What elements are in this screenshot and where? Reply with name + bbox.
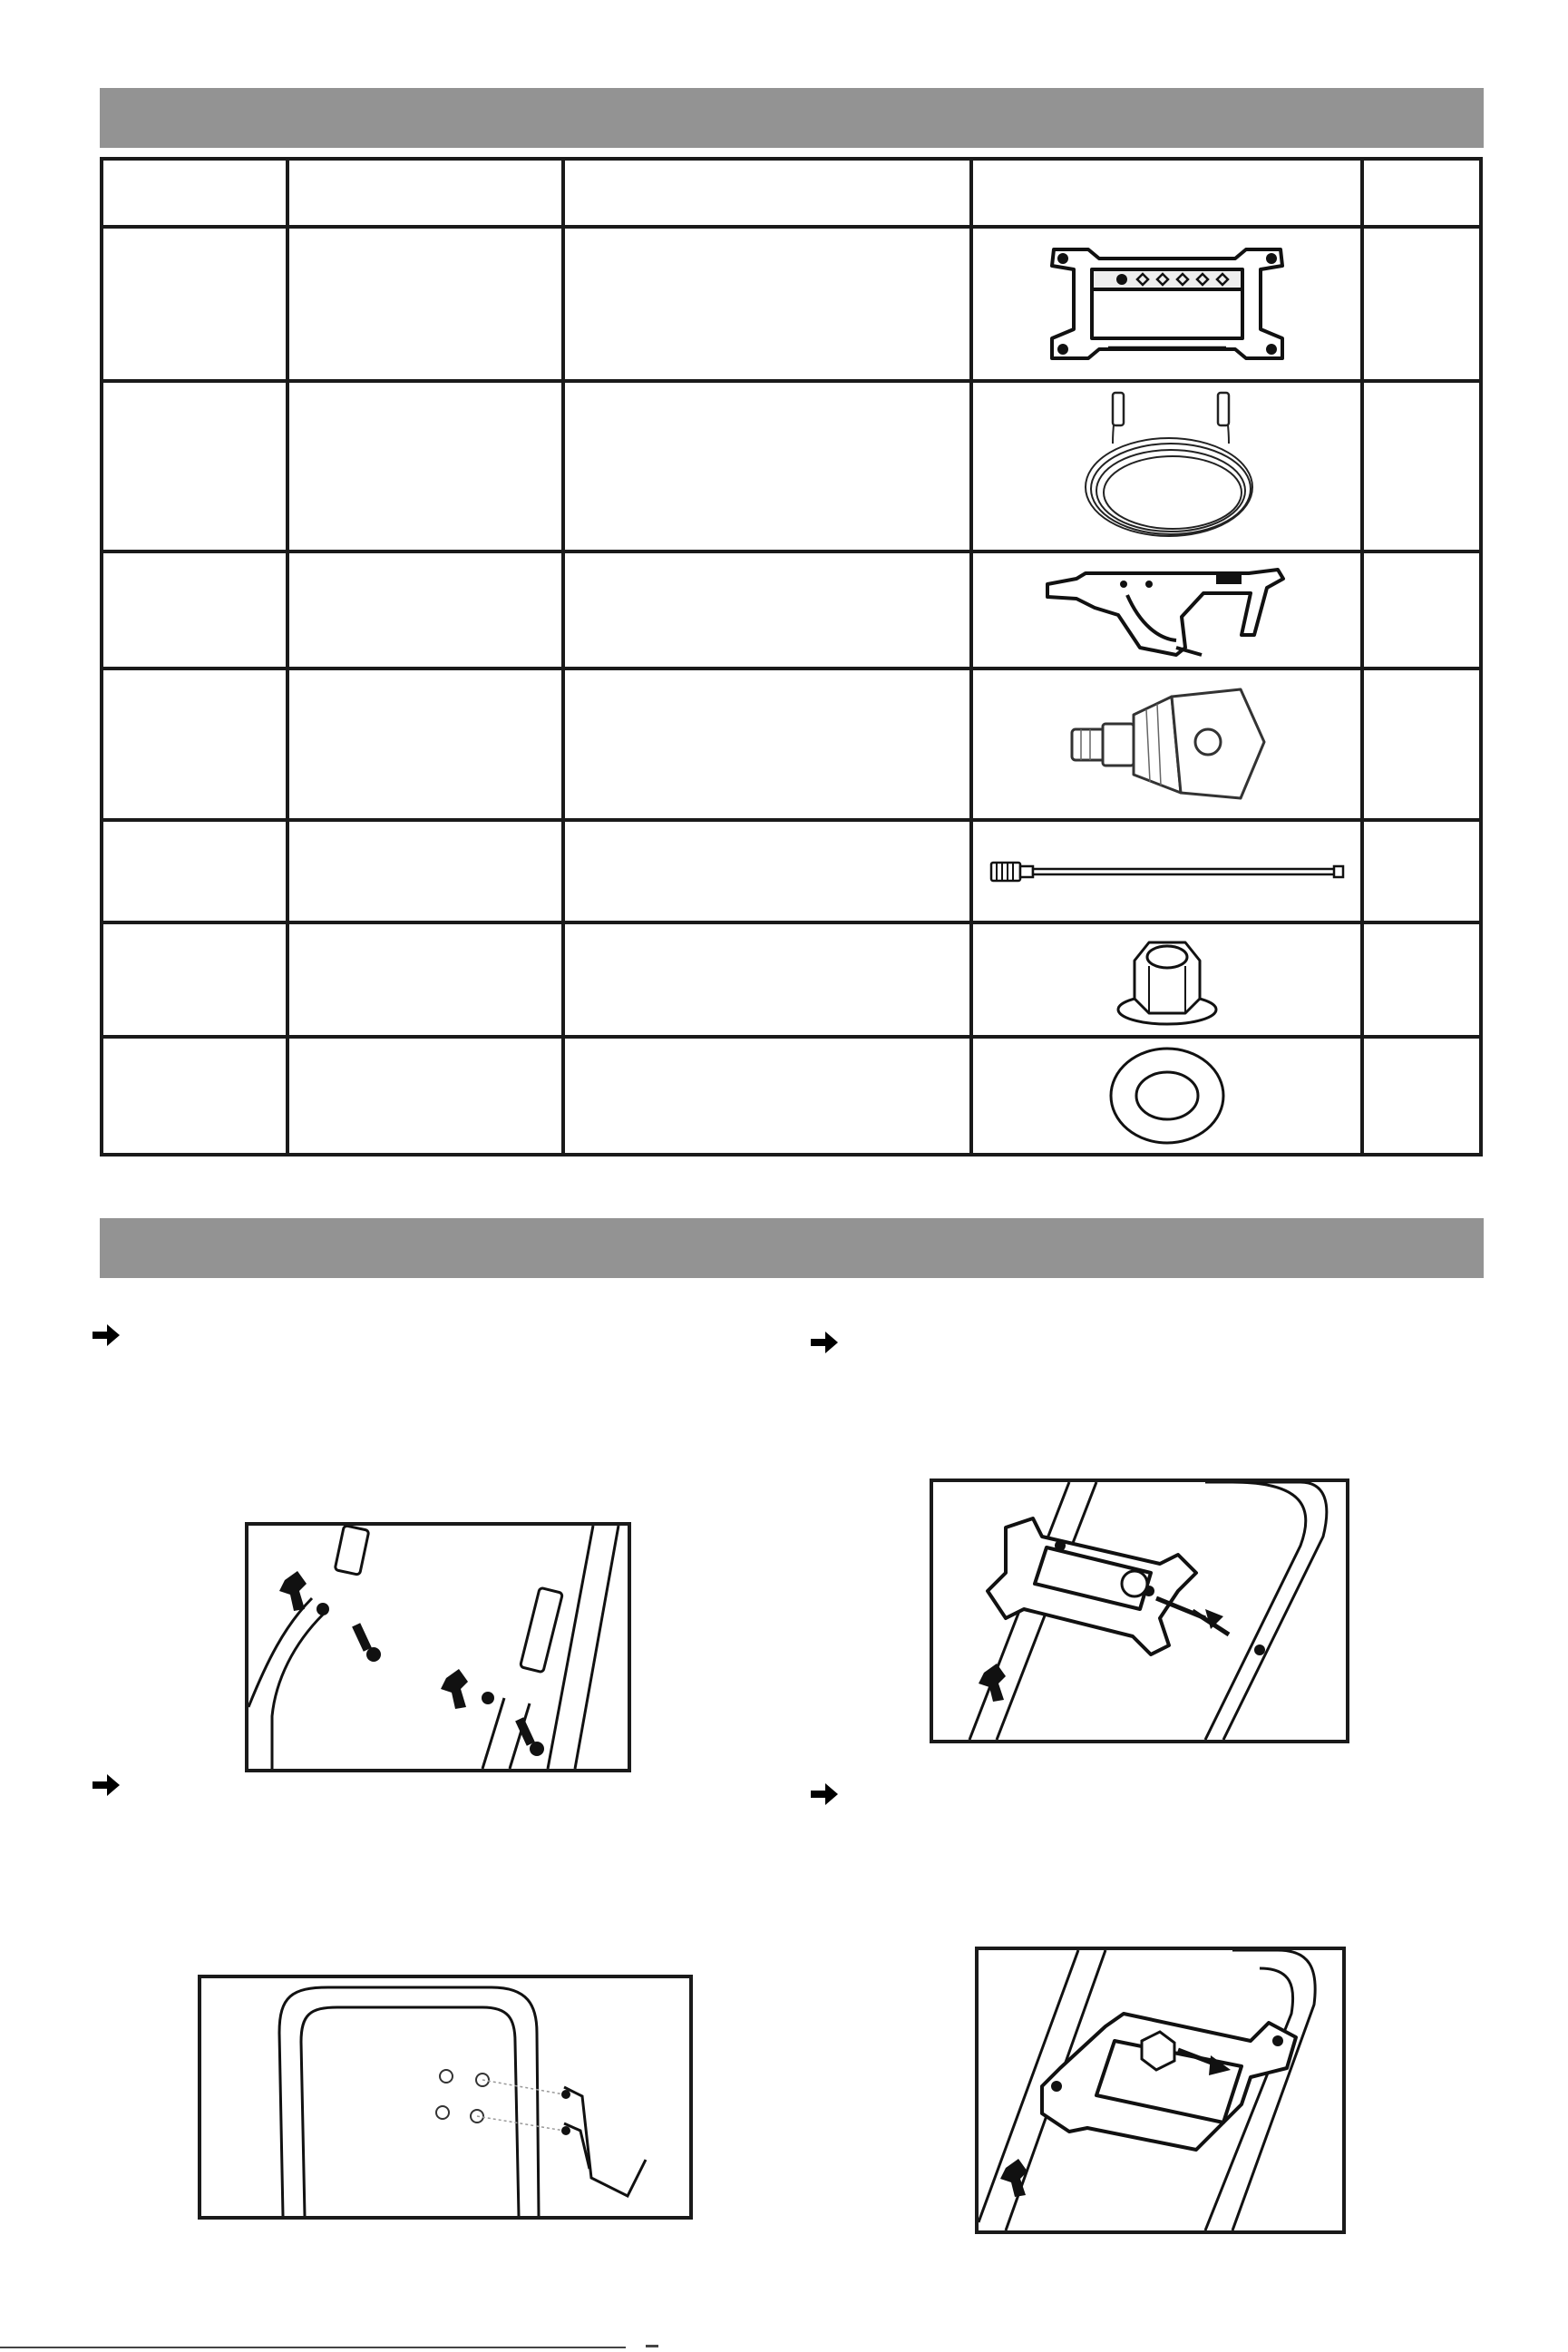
parts-list-header-band bbox=[100, 88, 1484, 148]
bracket-tighten-figure bbox=[975, 1947, 1346, 2234]
table-col-divider bbox=[561, 161, 565, 1153]
arrow-right-icon bbox=[809, 1781, 840, 1808]
table-row bbox=[973, 1039, 1360, 1153]
handle-attach-figure bbox=[245, 1522, 631, 1772]
arrow-right-icon bbox=[91, 1322, 122, 1349]
page-footer-mark bbox=[646, 2345, 658, 2347]
flange-nut-icon bbox=[1113, 930, 1222, 1030]
arrow-right-icon bbox=[809, 1329, 840, 1356]
table-row bbox=[973, 553, 1360, 667]
table-row bbox=[973, 383, 1360, 550]
spray-gun-icon bbox=[1040, 561, 1294, 660]
parts-table bbox=[100, 157, 1483, 1156]
arrow-right-icon bbox=[91, 1771, 122, 1799]
page-footer-rule bbox=[0, 2347, 626, 2348]
table-row bbox=[973, 924, 1360, 1035]
table-col-divider bbox=[286, 161, 289, 1153]
flat-washer-icon bbox=[1104, 1041, 1231, 1150]
hook-mount-figure bbox=[198, 1975, 693, 2220]
nozzle-icon bbox=[1063, 677, 1271, 813]
extension-wand-icon bbox=[986, 854, 1349, 890]
table-col-divider bbox=[1360, 161, 1364, 1153]
assembly-header-band bbox=[100, 1218, 1484, 1278]
table-row bbox=[973, 229, 1360, 379]
handle-bracket-icon bbox=[1036, 239, 1299, 370]
table-row bbox=[973, 822, 1360, 921]
table-row bbox=[973, 670, 1360, 818]
bracket-mount-figure bbox=[930, 1479, 1349, 1743]
high-pressure-hose-icon bbox=[1076, 389, 1258, 543]
